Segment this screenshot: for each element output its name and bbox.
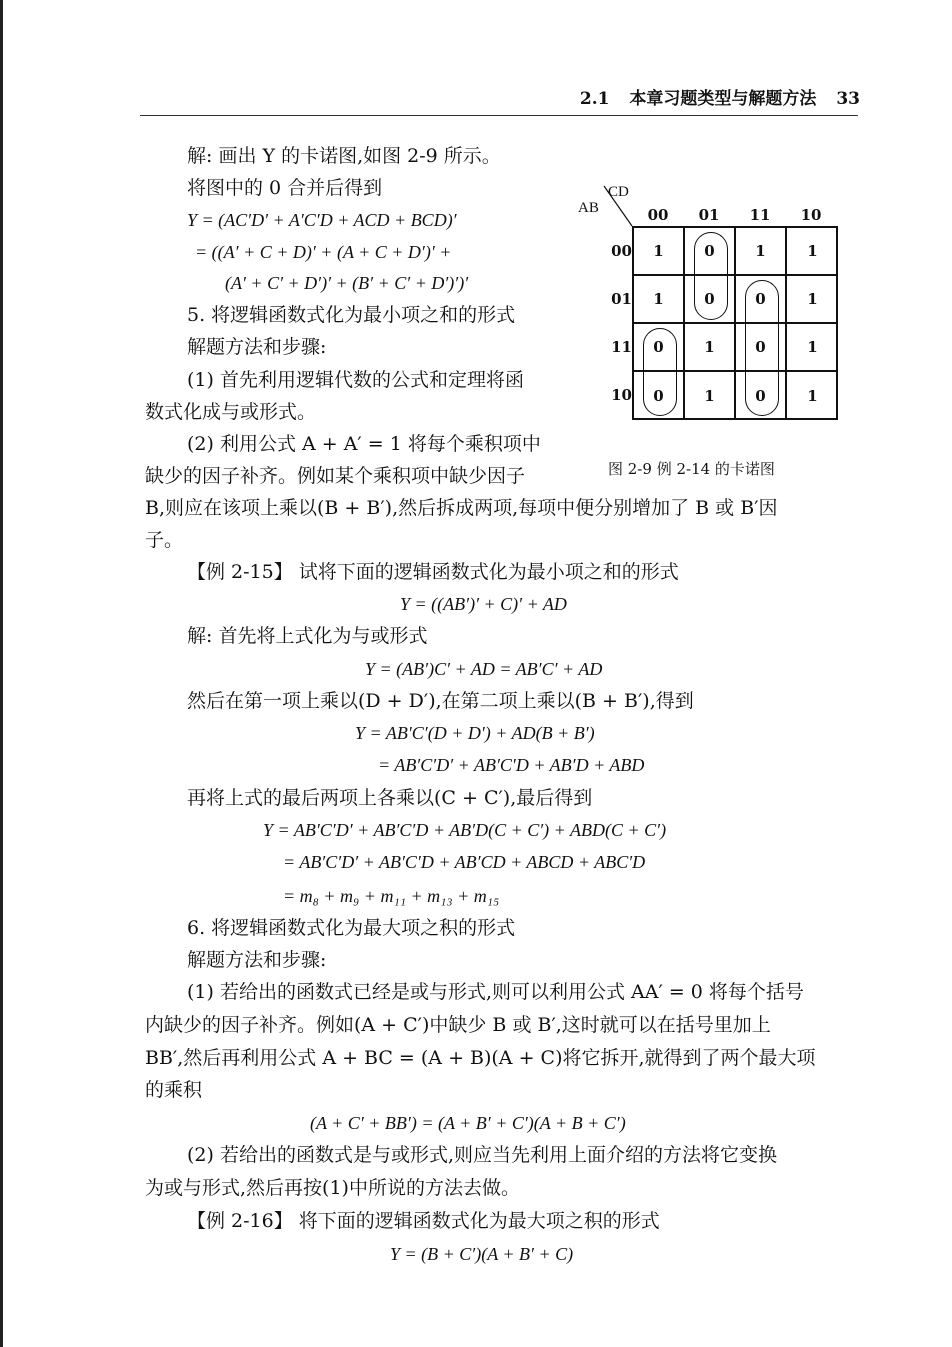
solution-line: 解: 首先将上式化为与或形式	[187, 625, 428, 647]
section-number: 2.1	[579, 89, 610, 109]
kmap-cell: 1	[736, 228, 787, 276]
text-line: (1) 首先利用逻辑代数的公式和定理将函	[187, 369, 524, 391]
kmap-cell: 0	[685, 276, 736, 324]
equation-line: Y = AB′C′(D + D′) + AD(B + B′)	[355, 723, 595, 743]
equation-line: (A + C′ + BB′) = (A + B′ + C′)(A + B + C′)	[310, 1113, 626, 1133]
page-number: 33	[836, 89, 860, 109]
text-line: 为或与形式,然后再按(1)中所说的方法去做。	[145, 1177, 520, 1199]
kmap-row-header: 11	[611, 338, 632, 356]
zero-group-loop	[745, 280, 779, 416]
equation-line: = AB′C′D′ + AB′C′D + AB′D + ABD	[378, 755, 645, 775]
text-line: 再将上式的最后两项上各乘以(C + C′),最后得到	[187, 787, 593, 809]
header-rule	[140, 115, 858, 116]
equation-line: = AB′C′D′ + AB′C′D + AB′CD + ABCD + ABC′D	[283, 852, 646, 872]
equation-line: Y = (AB′)C′ + AD = AB′C′ + AD	[365, 659, 603, 679]
text-line: 数式化成与或形式。	[145, 401, 317, 423]
kmap-cell: 1	[634, 228, 685, 276]
kmap-cell: 0	[634, 324, 685, 372]
equation-line: Y = (AC′D′ + A′C′D + ACD + BCD)′	[187, 210, 457, 230]
kmap-col-header: 10	[800, 206, 822, 224]
text-line: 的乘积	[145, 1079, 203, 1101]
kmap-row-header: 01	[611, 290, 632, 308]
kmap-cell: 1	[685, 372, 736, 420]
kmap-cell: 1	[685, 324, 736, 372]
equation-line: Y = AB′C′D′ + AB′C′D + AB′D(C + C′) + ABD(C + C′)	[263, 820, 667, 840]
kmap-row-variable: AB	[578, 200, 599, 216]
text-line: (1) 若给出的函数式已经是或与形式,则可以利用公式 AA′ = 0 将每个括号	[187, 981, 804, 1003]
kmap-cell: 1	[787, 276, 838, 324]
page-edge	[0, 0, 3, 1347]
karnaugh-map	[574, 184, 864, 484]
kmap-grid	[632, 226, 838, 420]
kmap-col-header: 01	[698, 206, 720, 224]
kmap-cell: 0	[634, 372, 685, 420]
zero-group-loop	[643, 328, 677, 416]
example-heading: 【例 2-15】 试将下面的逻辑函数式化为最小项之和的形式	[187, 561, 679, 583]
text-line: 内缺少的因子补齐。例如(A + C′)中缺少 B 或 B′,这时就可以在括号里加上	[145, 1014, 771, 1036]
kmap-cell: 1	[807, 387, 818, 405]
kmap-cell: 0	[685, 228, 736, 276]
kmap-cell: 0	[736, 276, 787, 324]
kmap-cell: 1	[634, 276, 685, 324]
kmap-cell: 1	[787, 228, 838, 276]
kmap-cell: 0	[736, 324, 787, 372]
text-line: (2) 若给出的函数式是与或形式,则应当先利用上面介绍的方法将它变换	[187, 1144, 777, 1166]
text-line: 然后在第一项上乘以(D + D′),在第二项上乘以(B + B′),得到	[187, 690, 694, 712]
text-line: 缺少的因子补齐。例如某个乘积项中缺少因子	[145, 465, 526, 487]
kmap-col-header: 00	[647, 206, 669, 224]
text-line: 解题方法和步骤:	[187, 949, 327, 971]
section-heading: 5. 将逻辑函数式化为最小项之和的形式	[187, 304, 516, 326]
equation-line: Y = ((AB′)′ + C)′ + AD	[400, 594, 567, 614]
solution-line: 解: 画出 Y 的卡诺图,如图 2-9 所示。	[187, 145, 501, 167]
kmap-row-header: 10	[611, 386, 632, 404]
kmap-cell: 0	[736, 372, 787, 420]
section-title: 本章习题类型与解题方法	[629, 89, 817, 109]
text-line: BB′,然后再利用公式 A + BC = (A + B)(A + C)将它拆开,就得到了两个最大项	[145, 1047, 816, 1069]
running-header	[566, 84, 860, 109]
kmap-col-header: 11	[749, 206, 771, 224]
kmap-row-header: 00	[611, 242, 632, 260]
example-heading: 【例 2-16】 将下面的逻辑函数式化为最大项之积的形式	[187, 1210, 660, 1232]
equation-line: (A′ + C′ + D′)′ + (B′ + C′ + D′)′)′	[225, 273, 469, 293]
kmap-cell: 1	[787, 324, 838, 372]
text-line: 解题方法和步骤:	[187, 336, 327, 358]
kmap-col-variable: CD	[608, 184, 629, 200]
zero-group-loop	[694, 232, 728, 320]
figure-caption: 图 2-9 例 2-14 的卡诺图	[608, 460, 775, 478]
equation-line: Y = (B + C′)(A + B′ + C)	[390, 1244, 574, 1264]
equation-line: = m₈ + m₉ + m₁₁ + m₁₃ + m₁₅	[283, 886, 500, 906]
text-line: (2) 利用公式 A + A′ = 1 将每个乘积项中	[187, 433, 541, 455]
section-heading: 6. 将逻辑函数式化为最大项之积的形式	[187, 917, 516, 939]
equation-line: = ((A′ + C + D)′ + (A + C + D′)′ +	[195, 242, 452, 262]
text-line: 将图中的 0 合并后得到	[187, 177, 383, 199]
text-line: B,则应在该项上乘以(B + B′),然后拆成两项,每项中便分别增加了 B 或 B′因	[145, 497, 778, 519]
text-line: 子。	[145, 529, 184, 551]
